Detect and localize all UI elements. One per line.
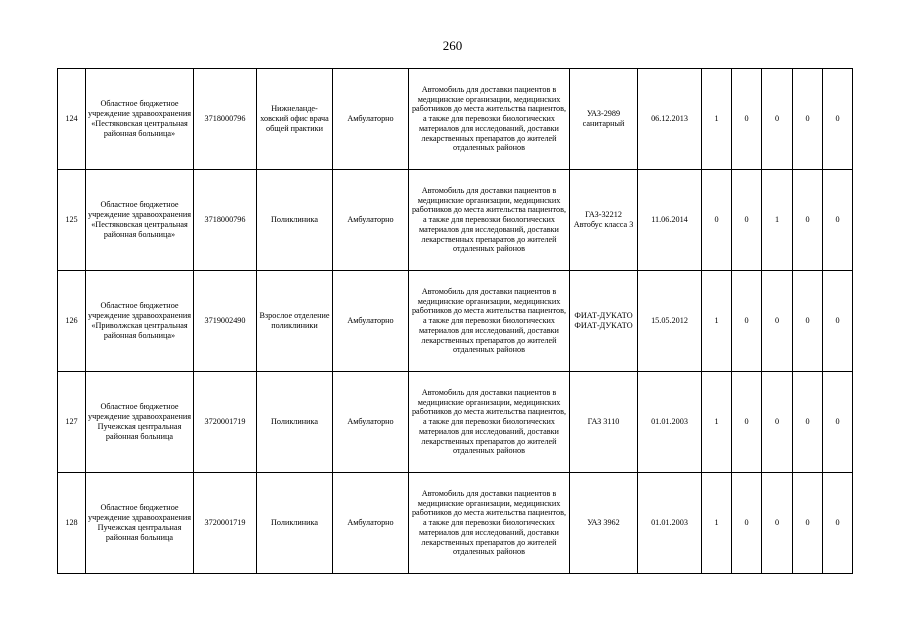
organization-name: Областное бюджетное учреждение здравоохранения «Приволжская центральная районная больница» — [86, 271, 194, 372]
row-number: 127 — [58, 372, 86, 473]
inn-code: 3720001719 — [194, 473, 257, 574]
count-col-5: 0 — [823, 372, 853, 473]
table-row — [58, 170, 853, 271]
care-mode: Амбулаторно — [333, 271, 409, 372]
count-col-3: 0 — [762, 473, 793, 574]
care-mode: Амбулаторно — [333, 170, 409, 271]
organization-name: Областное бюджетное учреждение здравоохранения «Пестяковская центральная районная больница» — [86, 170, 194, 271]
count-col-1: 1 — [702, 473, 732, 574]
inn-code: 3718000796 — [194, 69, 257, 170]
table-row — [58, 473, 853, 574]
subdivision: Поликлиника — [257, 473, 333, 574]
count-col-3: 1 — [762, 170, 793, 271]
count-col-5: 0 — [823, 69, 853, 170]
vehicle-model: ФИАТ-ДУКАТО ФИАТ-ДУКАТО — [570, 271, 638, 372]
inn-code: 3720001719 — [194, 372, 257, 473]
count-col-1: 1 — [702, 271, 732, 372]
count-col-2: 0 — [732, 271, 762, 372]
care-mode: Амбулаторно — [333, 69, 409, 170]
vehicle-model: ГАЗ-32212 Автобус класса 3 — [570, 170, 638, 271]
row-number: 128 — [58, 473, 86, 574]
count-col-4: 0 — [793, 372, 823, 473]
care-mode: Амбулаторно — [333, 372, 409, 473]
page-number: 260 — [442, 38, 463, 53]
registration-date: 15.05.2012 — [638, 271, 702, 372]
table-row — [58, 271, 853, 372]
subdivision: Поликлиника — [257, 170, 333, 271]
count-col-3: 0 — [762, 372, 793, 473]
vehicle-model: УАЗ-2989 санитарный — [570, 69, 638, 170]
vehicle-purpose: Автомобиль для доставки пациентов в медицинские организации, медицинских работников до места жительства пациентов, а также для перевозки биологических материалов для исследований, доставки лекарственных препаратов до жителей отдаленных районов — [409, 170, 570, 271]
table-row — [58, 69, 853, 170]
count-col-3: 0 — [762, 271, 793, 372]
vehicle-purpose: Автомобиль для доставки пациентов в медицинские организации, медицинских работников до места жительства пациентов, а также для перевозки биологических материалов для исследований, доставки лекарственных препаратов до жителей отдаленных районов — [409, 271, 570, 372]
vehicle-model: УАЗ 3962 — [570, 473, 638, 574]
count-col-2: 0 — [732, 69, 762, 170]
registration-date: 06.12.2013 — [638, 69, 702, 170]
row-number: 124 — [58, 69, 86, 170]
count-col-1: 1 — [702, 69, 732, 170]
organization-name: Областное бюджетное учреждение здравоохранения Пучежская центральная районная больница — [86, 372, 194, 473]
organization-name: Областное бюджетное учреждение здравоохранения «Пестяковская центральная районная больница» — [86, 69, 194, 170]
inn-code: 3719002490 — [194, 271, 257, 372]
subdivision: Поликлиника — [257, 372, 333, 473]
subdivision: Взрослое отделение поликлиники — [257, 271, 333, 372]
registration-date: 11.06.2014 — [638, 170, 702, 271]
vehicle-purpose: Автомобиль для доставки пациентов в медицинские организации, медицинских работников до места жительства пациентов, а также для перевозки биологических материалов для исследований, доставки лекарственных препаратов до жителей отдаленных районов — [409, 372, 570, 473]
row-number: 125 — [58, 170, 86, 271]
count-col-1: 1 — [702, 372, 732, 473]
count-col-1: 0 — [702, 170, 732, 271]
registration-date: 01.01.2003 — [638, 473, 702, 574]
count-col-3: 0 — [762, 69, 793, 170]
vehicle-purpose: Автомобиль для доставки пациентов в медицинские организации, медицинских работников до места жительства пациентов, а также для перевозки биологических материалов для исследований, доставки лекарственных препаратов до жителей отдаленных районов — [409, 473, 570, 574]
table-row — [58, 372, 853, 473]
inn-code: 3718000796 — [194, 170, 257, 271]
registration-date: 01.01.2003 — [638, 372, 702, 473]
count-col-4: 0 — [793, 271, 823, 372]
count-col-2: 0 — [732, 473, 762, 574]
count-col-4: 0 — [793, 473, 823, 574]
care-mode: Амбулаторно — [333, 473, 409, 574]
vehicle-purpose: Автомобиль для доставки пациентов в медицинские организации, медицинских работников до места жительства пациентов, а также для перевозки биологических материалов для исследований, доставки лекарственных препаратов до жителей отдаленных районов — [409, 69, 570, 170]
count-col-4: 0 — [793, 170, 823, 271]
organization-name: Областное бюджетное учреждение здравоохранения Пучежская центральная районная больница — [86, 473, 194, 574]
vehicle-model: ГАЗ 3110 — [570, 372, 638, 473]
count-col-2: 0 — [732, 170, 762, 271]
subdivision: Нижнеланде-ховский офис врача общей практики — [257, 69, 333, 170]
count-col-5: 0 — [823, 271, 853, 372]
vehicle-table — [57, 68, 853, 574]
count-col-2: 0 — [732, 372, 762, 473]
count-col-5: 0 — [823, 473, 853, 574]
count-col-5: 0 — [823, 170, 853, 271]
row-number: 126 — [58, 271, 86, 372]
count-col-4: 0 — [793, 69, 823, 170]
